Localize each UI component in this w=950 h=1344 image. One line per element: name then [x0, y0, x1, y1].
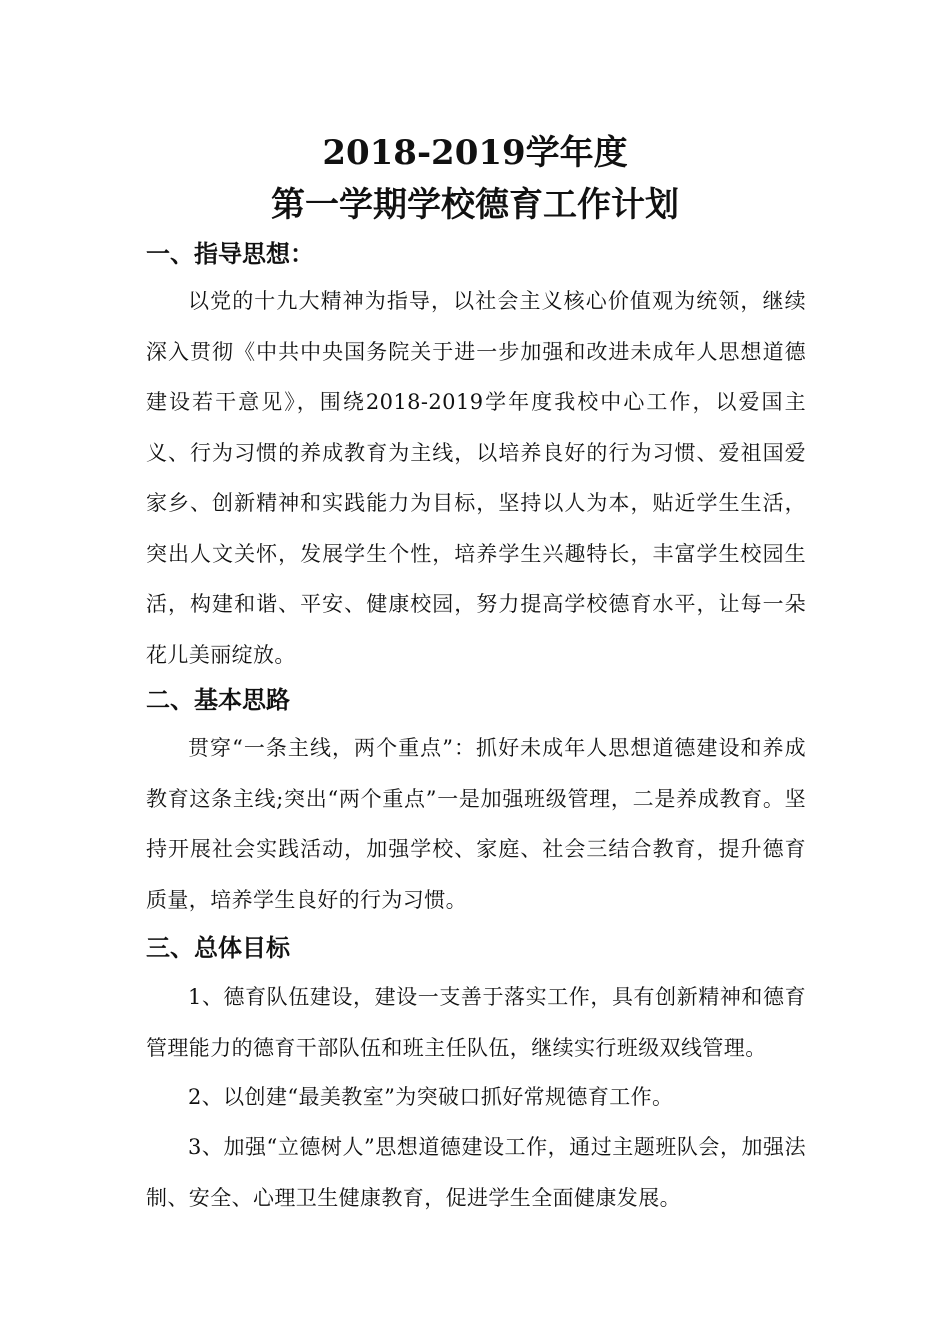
paragraph-goal-1: 1、德育队伍建设，建设一支善于落实工作，具有创新精神和德育管理能力的德育干部队伍和班主任队伍，继续实行班级双线管理。 [146, 985, 806, 1060]
paragraph-basic-approach: 贯穿“一条主线，两个重点”：抓好未成年人思想道德建设和养成教育这条主线;突出“两个重点”一是加强班级管理，二是养成教育。坚持开展社会实践活动，加强学校、家庭、社会三结合教育，提升德育质量，培养学生良好的行为习惯。 [146, 736, 806, 912]
section-heading-overall-goals: 三、总体目标 [146, 934, 290, 962]
section-heading-guiding-ideology: 一、指导思想： [146, 240, 314, 268]
section-heading-basic-approach: 二、基本思路 [146, 686, 290, 714]
document-title-main: 第一学期学校德育工作计划 [271, 185, 679, 225]
paragraph-goal-3: 3、加强“立德树人”思想道德建设工作，通过主题班队会，加强法制、安全、心理卫生健康教育，促进学生全面健康发展。 [146, 1135, 806, 1210]
document-title-year: 2018-2019学年度 [322, 133, 628, 173]
paragraph-guiding-ideology: 以党的十九大精神为指导，以社会主义核心价值观为统领，继续深入贯彻《中共中央国务院关于进一步加强和改进未成年人思想道德建设若干意见》，围绕2018-2019学年度我校中心工作，以爱国主义、行为习惯的养成教育为主线，以培养良好的行为习惯、爱祖国爱家乡、创新精神和实践能力为目标，坚持以人为本，贴近学生生活，突出人文关怀，发展学生个性，培养学生兴趣特长，丰富学生校园生活，构建和谐、平安、健康校园，努力提高学校德育水平，让每一朵花儿美丽绽放。 [146, 289, 806, 667]
paragraph-goal-2: 2、以创建“最美教室”为突破口抓好常规德育工作。 [188, 1085, 674, 1109]
